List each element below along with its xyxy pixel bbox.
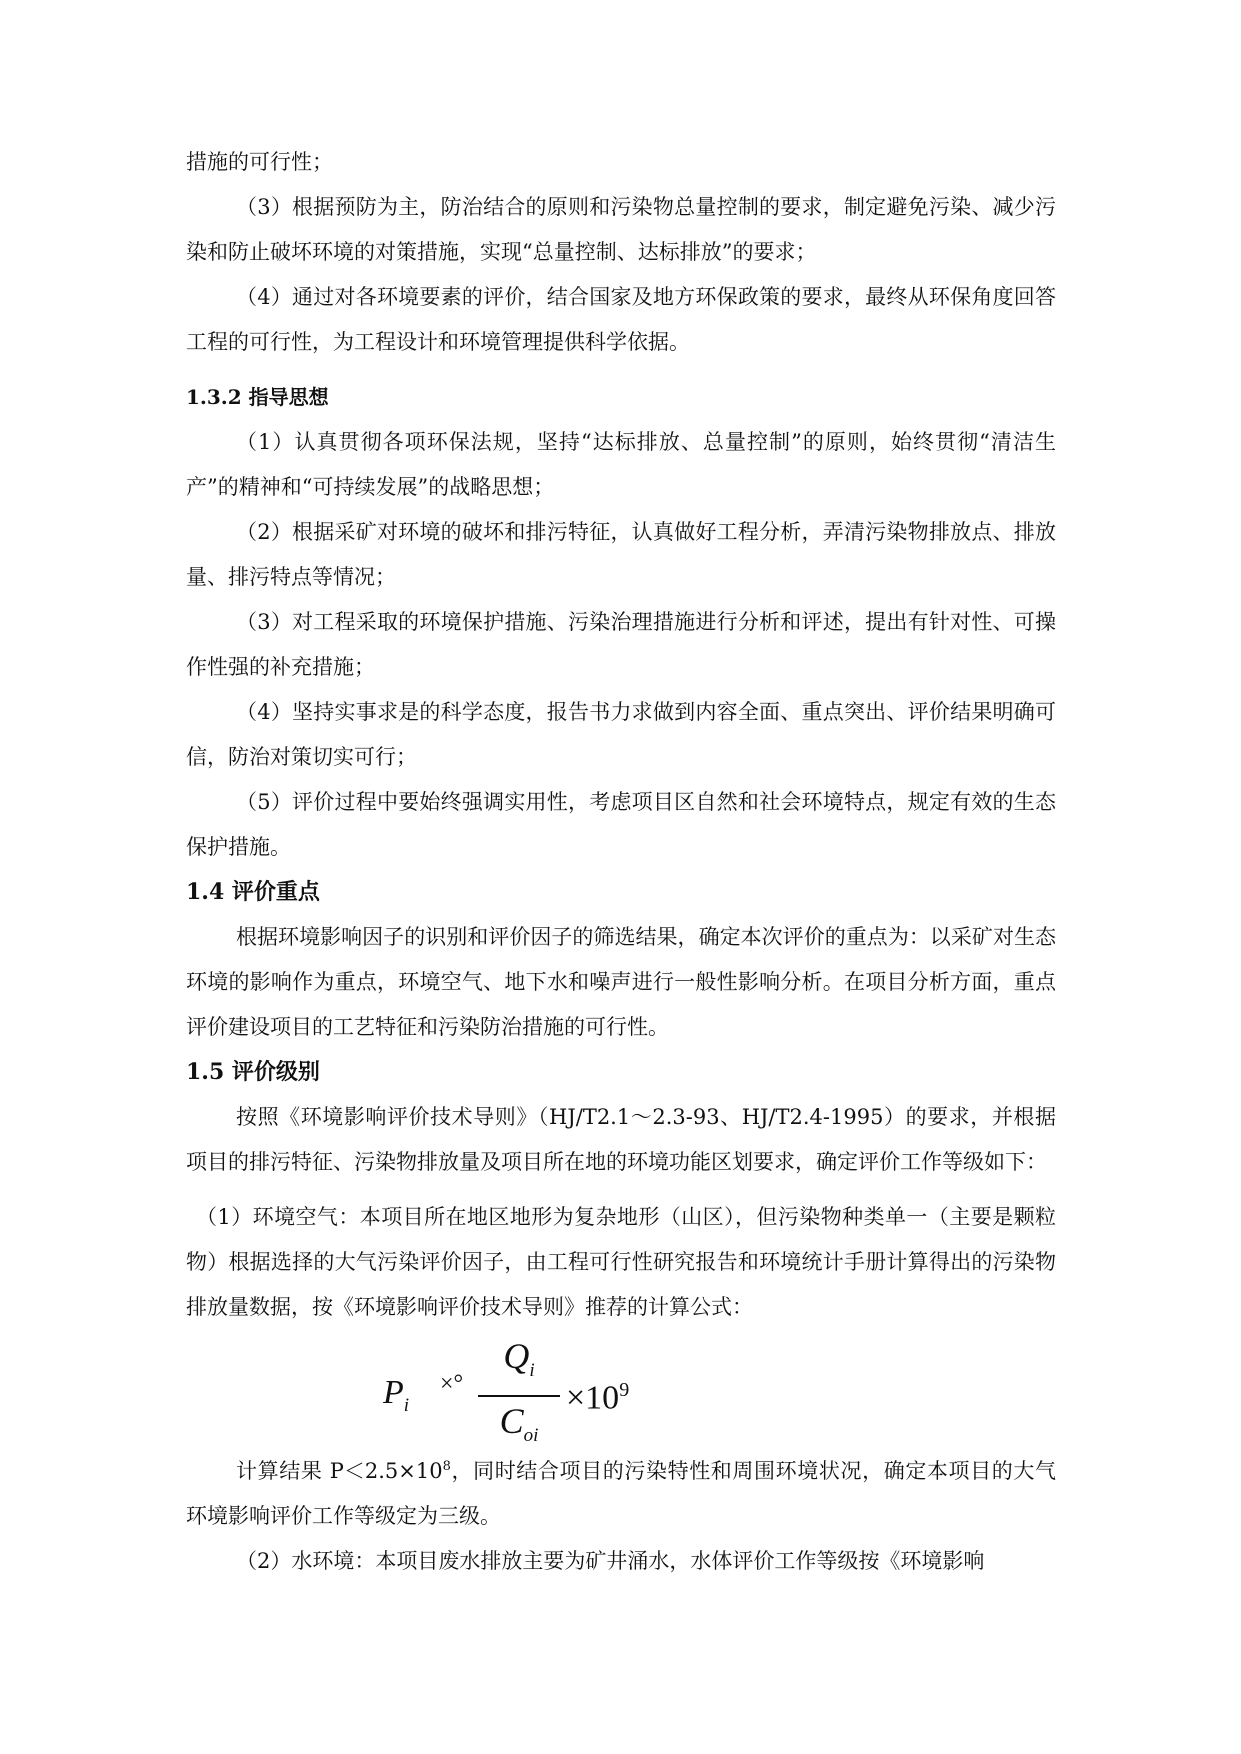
section-heading-1-4: 1.4 评价重点: [186, 879, 320, 905]
paragraph-guideline-2: （2）根据采矿对环境的破坏和排污特征，认真做好工程分析，弄清污染物排放点、排放量、排污特点等情况；: [186, 520, 1056, 589]
formula-multiplier: $\times 10^9$: [566, 1379, 630, 1417]
formula-operator: ×°: [440, 1371, 464, 1397]
paragraph-guideline-1: （1）认真贯彻各项环保法规，坚持“达标排放、总量控制”的原则，始终贯彻“清洁生产”的精神和“可持续发展”的战略思想；: [186, 430, 1056, 499]
formula-denominator: $C_{oi}$: [499, 1401, 539, 1447]
formula-lhs: $P_i$: [383, 1374, 410, 1416]
paragraph-guideline-5: （5）评价过程中要始终强调实用性，考虑项目区自然和社会环境特点，规定有效的生态保护措施。: [186, 790, 1056, 859]
section-heading-1-5: 1.5 评价级别: [186, 1059, 320, 1085]
document-body: [186, 140, 1056, 1584]
paragraph-goal-3: （3）根据预防为主，防治结合的原则和污染物总量控制的要求，制定避免污染、减少污染和防止破坏环境的对策措施，实现“总量控制、达标排放”的要求；: [186, 195, 1056, 264]
paragraph-calculation-result: 计算结果 $P<2.5\times 10^8$，同时结合项目的污染特性和周围环境状况，确定本项目的大气环境影响评价工作等级定为三级。: [186, 1459, 1056, 1528]
paragraph-goal-4: （4）通过对各环境要素的评价，结合国家及地方环保政策的要求，最终从环保角度回答工程的可行性，为工程设计和环境管理提供科学依据。: [186, 285, 1056, 354]
paragraph-guideline-4: （4）坚持实事求是的科学态度，报告书力求做到内容全面、重点突出、评价结果明确可信，防治对策切实可行；: [186, 700, 1056, 769]
paragraph-guideline-3: （3）对工程采取的环境保护措施、污染治理措施进行分析和评述，提出有针对性、可操作性强的补充措施；: [186, 610, 1056, 679]
paragraph-evaluation-level-intro: 按照《环境影响评价技术导则》（HJ/T2.1～2.3-93、HJ/T2.4-1995）的要求，并根据项目的排污特征、污染物排放量及项目所在地的环境功能区划要求，确定评价工作等级如下：: [186, 1105, 1056, 1174]
formula-pi: [186, 1332, 1056, 1447]
paragraph-air-environment: （1）环境空气：本项目所在地区地形为复杂地形（山区），但污染物种类单一（主要是颗粒物）根据选择的大气污染评价因子，由工程可行性研究报告和环境统计手册计算得出的污染物排放量数据，按《环境影响评价技术导则》推荐的计算公式：: [186, 1205, 1056, 1319]
section-heading-1-3-2: 1.3.2 指导思想: [186, 385, 329, 409]
paragraph-water-environment: （2）水环境：本项目废水排放主要为矿井涌水，水体评价工作等级按《环境影响: [236, 1549, 985, 1573]
formula-fraction-bar: [478, 1395, 560, 1397]
formula-fraction: [478, 1334, 560, 1458]
formula-numerator: $Q_i$: [503, 1336, 535, 1382]
paragraph-continuation: 措施的可行性；: [186, 150, 333, 174]
paragraph-evaluation-focus: 根据环境影响因子的识别和评价因子的筛选结果，确定本次评价的重点为：以采矿对生态环境的影响作为重点，环境空气、地下水和噪声进行一般性影响分析。在项目分析方面，重点评价建设项目的工艺特征和污染防治措施的可行性。: [186, 925, 1056, 1039]
